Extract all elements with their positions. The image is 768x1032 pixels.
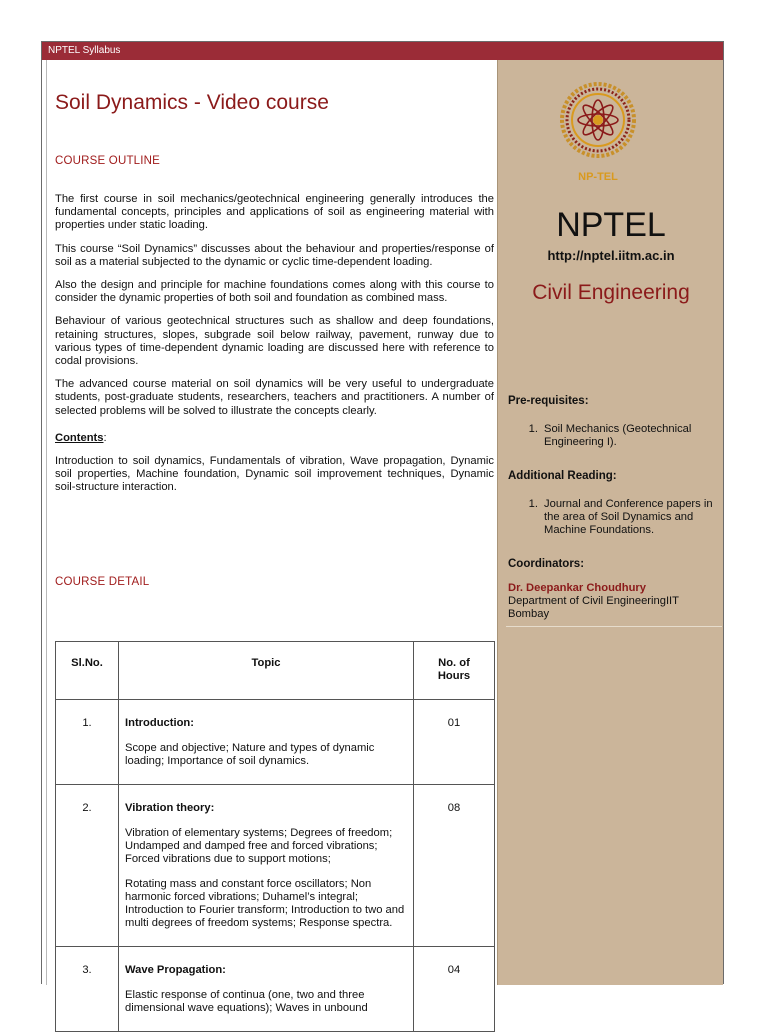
contents-colon: : [103, 431, 107, 444]
list-item [508, 498, 713, 537]
course-detail-heading: COURSE DETAIL [55, 576, 150, 588]
coordinators-heading: Coordinators: [508, 558, 585, 570]
topic-description: Elastic response of continua (one, two and three dimensional wave equations); Waves in unbound [125, 989, 368, 1014]
topic-description: Rotating mass and constant force oscillators; Non harmonic forced vibrations; Duhamel’s integral; Introduction to Fourier transform; Introduction to two and multi degrees of freedom systems; Response spectra. [125, 878, 405, 929]
row-topic [119, 947, 414, 1032]
table-row [56, 785, 495, 947]
top-bar [42, 42, 723, 60]
prereq-heading: Pre-requisites: [508, 395, 589, 407]
contents-label: Contents [55, 431, 104, 444]
outline-paragraph: This course “Soil Dynamics” discusses about the behaviour and properties/response of soil as a material subjected to the dynamic or cyclic time-dependent loading. [55, 242, 494, 268]
org-name: NPTEL [556, 206, 666, 244]
reading-item: Journal and Conference papers in the area of Soil Dynamics and Machine Foundations. [544, 498, 713, 536]
list-number: 1. [528, 423, 538, 435]
coordinator-department: Department of Civil EngineeringIIT Bombay [508, 595, 679, 620]
outline-paragraph: Also the design and principle for machine foundations comes along with this course to consider the dynamic properties of both soil and foundation as combined mass. [55, 279, 494, 305]
row-sl: 3. [56, 947, 119, 1032]
site-url[interactable]: http://nptel.iitm.ac.in [547, 248, 675, 263]
header-sl: Sl.No. [56, 642, 119, 700]
course-detail-table [55, 641, 495, 1032]
logo-text: NP-TEL [578, 171, 618, 183]
header-topic: Topic [119, 642, 414, 700]
topic-description: Vibration of elementary systems; Degrees of freedom; Undamped and damped free and forced vibrations; Forced vibrations due to support motions; [125, 827, 393, 865]
list-number: 1. [528, 498, 538, 510]
row-sl: 2. [56, 785, 119, 947]
table-header-row [56, 642, 495, 700]
row-hours: 04 [414, 947, 495, 1032]
prereq-list [508, 423, 713, 449]
reading-heading: Additional Reading: [508, 470, 617, 482]
table-row [56, 700, 495, 785]
page-title: Soil Dynamics - Video course [55, 91, 329, 114]
row-topic [119, 785, 414, 947]
row-hours: 01 [414, 700, 495, 785]
divider [506, 626, 722, 627]
page-frame [41, 41, 724, 1014]
outline-paragraph: Behaviour of various geotechnical structures such as shallow and deep foundations, retaining structures, slopes, subgrade soil below railway, pavement, runway due to various types of time-dependent dynamic loading are discussed here with reference to codal provisions. [55, 315, 494, 368]
topic-title: Introduction: [125, 717, 194, 729]
nptel-logo [558, 78, 638, 188]
coordinator-name: Dr. Deepankar Choudhury [508, 582, 647, 594]
row-hours: 08 [414, 785, 495, 947]
topic-title: Vibration theory: [125, 802, 215, 814]
contents-line [55, 432, 494, 445]
table-row [56, 947, 495, 1032]
row-topic [119, 700, 414, 785]
contents-text: Introduction to soil dynamics, Fundamentals of vibration, Wave propagation, Dynamic soil properties, Machine foundation, Dynamic soil improvement techniques, Dynamic soil-structure interaction. [55, 455, 494, 494]
topic-title: Wave Propagation: [125, 964, 226, 976]
reading-list [508, 498, 713, 537]
row-sl: 1. [56, 700, 119, 785]
main-column [46, 60, 496, 1014]
outline-paragraph: The first course in soil mechanics/geotechnical engineering generally introduces the fundamental concepts, principles and applications of soil as engineering material with properties under static loading. [55, 193, 494, 232]
course-outline-body [55, 193, 494, 505]
prereq-item: Soil Mechanics (Geotechnical Engineering I). [544, 423, 692, 448]
topic-description: Scope and objective; Nature and types of dynamic loading; Importance of soil dynamics. [125, 742, 375, 767]
outline-paragraph: The advanced course material on soil dynamics will be very useful to undergraduate students, post-graduate students, researchers, teachers and practitioners. A number of selected problems will be solved to illustrate the concepts clearly. [55, 378, 494, 417]
sidebar [497, 60, 723, 985]
list-item [508, 423, 713, 449]
top-bar-label: NPTEL Syllabus [48, 45, 121, 56]
department-name: Civil Engineering [532, 281, 690, 304]
course-outline-heading: COURSE OUTLINE [55, 155, 161, 167]
header-hours: No. of Hours [414, 642, 495, 700]
